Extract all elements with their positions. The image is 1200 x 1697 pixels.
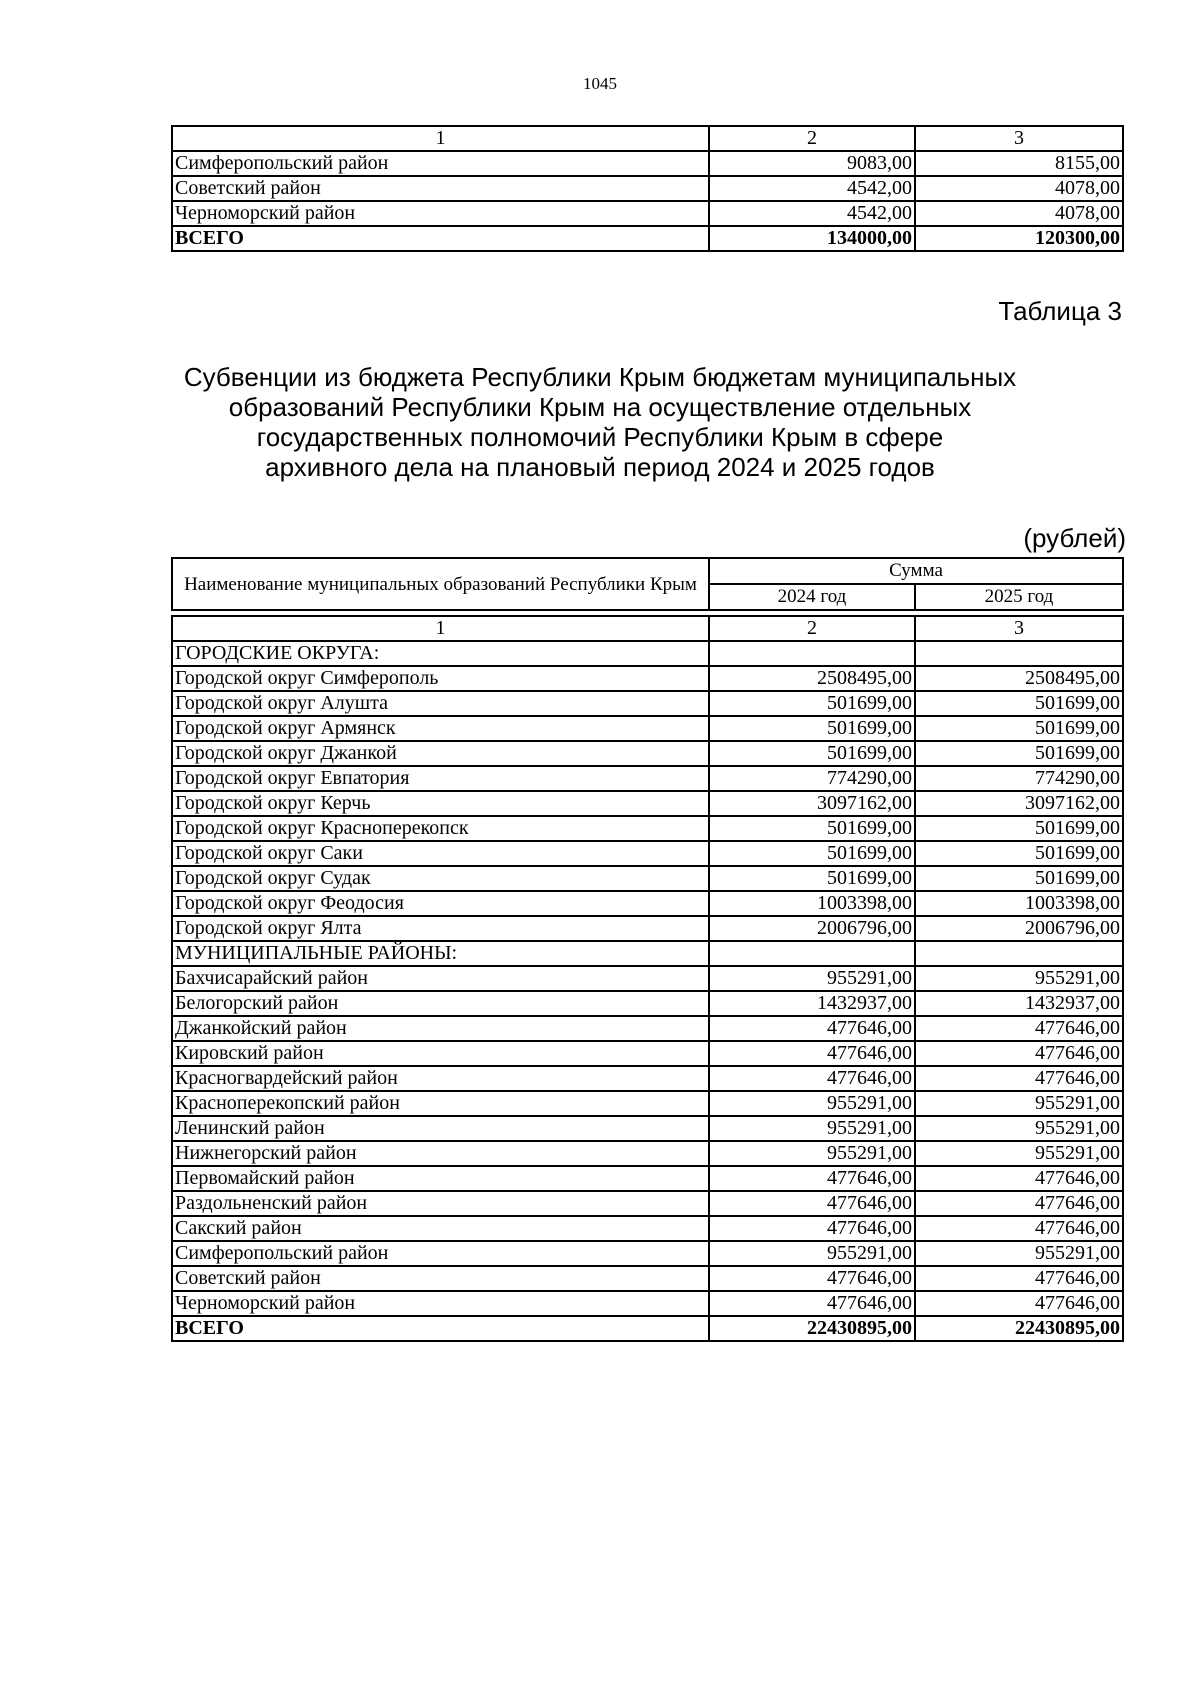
name-column-header: Наименование муниципальных образований Республики Крым xyxy=(172,558,709,610)
table-row xyxy=(172,1166,1123,1191)
amount-2025: 477646,00 xyxy=(915,1191,1123,1216)
amount-2024: 477646,00 xyxy=(709,1266,915,1291)
district-name: Советский район xyxy=(172,176,709,201)
municipality-name: Городской округ Судак xyxy=(172,866,709,891)
amount-2024: 955291,00 xyxy=(709,966,915,991)
table-row xyxy=(172,991,1123,1016)
municipality-name: Белогорский район xyxy=(172,991,709,1016)
table-row xyxy=(172,176,1123,201)
table-row xyxy=(172,1191,1123,1216)
empty-cell xyxy=(915,641,1123,666)
amount-2024: 477646,00 xyxy=(709,1291,915,1316)
municipality-name: Городской округ Джанкой xyxy=(172,741,709,766)
municipality-name: Городской округ Керчь xyxy=(172,791,709,816)
table-row xyxy=(172,866,1123,891)
amount-2025: 955291,00 xyxy=(915,1116,1123,1141)
amount-2025: 2508495,00 xyxy=(915,666,1123,691)
municipality-name: Нижнегорский район xyxy=(172,1141,709,1166)
municipality-name: Городской округ Алушта xyxy=(172,691,709,716)
table-row xyxy=(172,1041,1123,1066)
table-row xyxy=(172,841,1123,866)
year-2024-header: 2024 год xyxy=(709,584,915,610)
column-number: 2 xyxy=(709,616,915,641)
amount-2024: 477646,00 xyxy=(709,1216,915,1241)
amount-2024: 501699,00 xyxy=(709,866,915,891)
total-label: ВСЕГО xyxy=(172,1316,709,1341)
column-number: 2 xyxy=(709,126,915,151)
table-title xyxy=(0,362,1200,482)
title-line: архивного дела на плановый период 2024 и 2025 годов xyxy=(265,452,935,482)
column-number-row xyxy=(172,616,1123,641)
table-row xyxy=(172,1266,1123,1291)
section-title: ГОРОДСКИЕ ОКРУГА: xyxy=(172,641,709,666)
municipality-name: Городской округ Феодосия xyxy=(172,891,709,916)
amount-2025: 501699,00 xyxy=(915,841,1123,866)
amount-2025: 955291,00 xyxy=(915,966,1123,991)
amount-2025: 2006796,00 xyxy=(915,916,1123,941)
amount-2025: 1432937,00 xyxy=(915,991,1123,1016)
table-row xyxy=(172,666,1123,691)
table-row xyxy=(172,1016,1123,1041)
amount-2025: 774290,00 xyxy=(915,766,1123,791)
amount-2024: 955291,00 xyxy=(709,1241,915,1266)
district-name: Черноморский район xyxy=(172,201,709,226)
subventions-table xyxy=(171,615,1124,1342)
amount-2025: 477646,00 xyxy=(915,1041,1123,1066)
table-row xyxy=(172,201,1123,226)
title-line: государственных полномочий Республики Крым в сфере xyxy=(256,422,944,452)
amount-2025: 477646,00 xyxy=(915,1291,1123,1316)
amount-2025: 501699,00 xyxy=(915,716,1123,741)
table-row xyxy=(172,891,1123,916)
amount-2024: 2508495,00 xyxy=(709,666,915,691)
district-name: Симферопольский район xyxy=(172,151,709,176)
amount-2024: 3097162,00 xyxy=(709,791,915,816)
table-label: Таблица 3 xyxy=(998,296,1122,326)
year-2025-header: 2025 год xyxy=(915,584,1123,610)
section-title: МУНИЦИПАЛЬНЫЕ РАЙОНЫ: xyxy=(172,941,709,966)
table-row xyxy=(172,151,1123,176)
municipality-name: Первомайский район xyxy=(172,1166,709,1191)
municipality-name: Городской округ Ялта xyxy=(172,916,709,941)
table-row xyxy=(172,1091,1123,1116)
table-row xyxy=(172,1241,1123,1266)
municipality-name: Городской округ Евпатория xyxy=(172,766,709,791)
total-2024: 134000,00 xyxy=(709,226,915,251)
table-row xyxy=(172,1141,1123,1166)
table-row xyxy=(172,791,1123,816)
municipality-name: Бахчисарайский район xyxy=(172,966,709,991)
municipality-name: Городской округ Саки xyxy=(172,841,709,866)
municipality-name: Джанкойский район xyxy=(172,1016,709,1041)
table-row xyxy=(172,766,1123,791)
amount-2025: 4078,00 xyxy=(915,176,1123,201)
municipality-name: Советский район xyxy=(172,1266,709,1291)
municipality-name: Кировский район xyxy=(172,1041,709,1066)
title-line: образований Республики Крым на осуществление отдельных xyxy=(228,392,972,422)
total-row xyxy=(172,1316,1123,1341)
column-number: 1 xyxy=(172,616,709,641)
amount-2025: 477646,00 xyxy=(915,1066,1123,1091)
table-header xyxy=(171,557,1124,611)
amount-2024: 955291,00 xyxy=(709,1091,915,1116)
amount-2025: 477646,00 xyxy=(915,1216,1123,1241)
amount-2024: 4542,00 xyxy=(709,176,915,201)
previous-table xyxy=(171,125,1124,252)
title-line: Субвенции из бюджета Республики Крым бюджетам муниципальных xyxy=(183,362,1017,392)
table-row xyxy=(172,691,1123,716)
amount-2025: 501699,00 xyxy=(915,741,1123,766)
municipality-name: Симферопольский район xyxy=(172,1241,709,1266)
amount-2024: 477646,00 xyxy=(709,1166,915,1191)
amount-2024: 477646,00 xyxy=(709,1041,915,1066)
amount-2024: 477646,00 xyxy=(709,1016,915,1041)
amount-2024: 501699,00 xyxy=(709,716,915,741)
amount-2025: 955291,00 xyxy=(915,1241,1123,1266)
municipality-name: Красногвардейский район xyxy=(172,1066,709,1091)
page-number: 1045 xyxy=(583,74,617,93)
table-row xyxy=(172,816,1123,841)
amount-2025: 955291,00 xyxy=(915,1091,1123,1116)
total-2024: 22430895,00 xyxy=(709,1316,915,1341)
amount-2025: 477646,00 xyxy=(915,1166,1123,1191)
amount-2025: 3097162,00 xyxy=(915,791,1123,816)
amount-2025: 501699,00 xyxy=(915,816,1123,841)
column-number: 3 xyxy=(915,126,1123,151)
column-number-row xyxy=(172,126,1123,151)
table-row xyxy=(172,741,1123,766)
amount-2024: 501699,00 xyxy=(709,816,915,841)
table-row xyxy=(172,916,1123,941)
section-row xyxy=(172,641,1123,666)
municipality-name: Сакский район xyxy=(172,1216,709,1241)
total-row xyxy=(172,226,1123,251)
municipality-name: Городской округ Симферополь xyxy=(172,666,709,691)
amount-2025: 4078,00 xyxy=(915,201,1123,226)
amount-2024: 955291,00 xyxy=(709,1116,915,1141)
section-row xyxy=(172,941,1123,966)
amount-2024: 774290,00 xyxy=(709,766,915,791)
amount-2024: 501699,00 xyxy=(709,841,915,866)
amount-2024: 477646,00 xyxy=(709,1191,915,1216)
total-2025: 22430895,00 xyxy=(915,1316,1123,1341)
empty-cell xyxy=(915,941,1123,966)
table-row xyxy=(172,1066,1123,1091)
table-row xyxy=(172,716,1123,741)
amount-2025: 501699,00 xyxy=(915,866,1123,891)
amount-2025: 501699,00 xyxy=(915,691,1123,716)
municipality-name: Раздольненский район xyxy=(172,1191,709,1216)
amount-2024: 477646,00 xyxy=(709,1066,915,1091)
column-number: 1 xyxy=(172,126,709,151)
amount-2024: 9083,00 xyxy=(709,151,915,176)
amount-2025: 1003398,00 xyxy=(915,891,1123,916)
amount-2024: 501699,00 xyxy=(709,741,915,766)
table-row xyxy=(172,1216,1123,1241)
amount-2024: 1003398,00 xyxy=(709,891,915,916)
amount-2025: 477646,00 xyxy=(915,1016,1123,1041)
amount-2025: 477646,00 xyxy=(915,1266,1123,1291)
amount-2025: 955291,00 xyxy=(915,1141,1123,1166)
units-label: (рублей) xyxy=(1023,523,1126,553)
amount-2024: 501699,00 xyxy=(709,691,915,716)
municipality-name: Городской округ Красноперекопск xyxy=(172,816,709,841)
table-row xyxy=(172,1291,1123,1316)
amount-2024: 955291,00 xyxy=(709,1141,915,1166)
table-row xyxy=(172,966,1123,991)
total-2025: 120300,00 xyxy=(915,226,1123,251)
empty-cell xyxy=(709,641,915,666)
amount-2024: 1432937,00 xyxy=(709,991,915,1016)
municipality-name: Красноперекопский район xyxy=(172,1091,709,1116)
empty-cell xyxy=(709,941,915,966)
amount-2025: 8155,00 xyxy=(915,151,1123,176)
amount-2024: 4542,00 xyxy=(709,201,915,226)
amount-2024: 2006796,00 xyxy=(709,916,915,941)
sum-header: Сумма xyxy=(709,558,1123,584)
municipality-name: Черноморский район xyxy=(172,1291,709,1316)
table-row xyxy=(172,1116,1123,1141)
municipality-name: Ленинский район xyxy=(172,1116,709,1141)
municipality-name: Городской округ Армянск xyxy=(172,716,709,741)
column-number: 3 xyxy=(915,616,1123,641)
total-label: ВСЕГО xyxy=(172,226,709,251)
